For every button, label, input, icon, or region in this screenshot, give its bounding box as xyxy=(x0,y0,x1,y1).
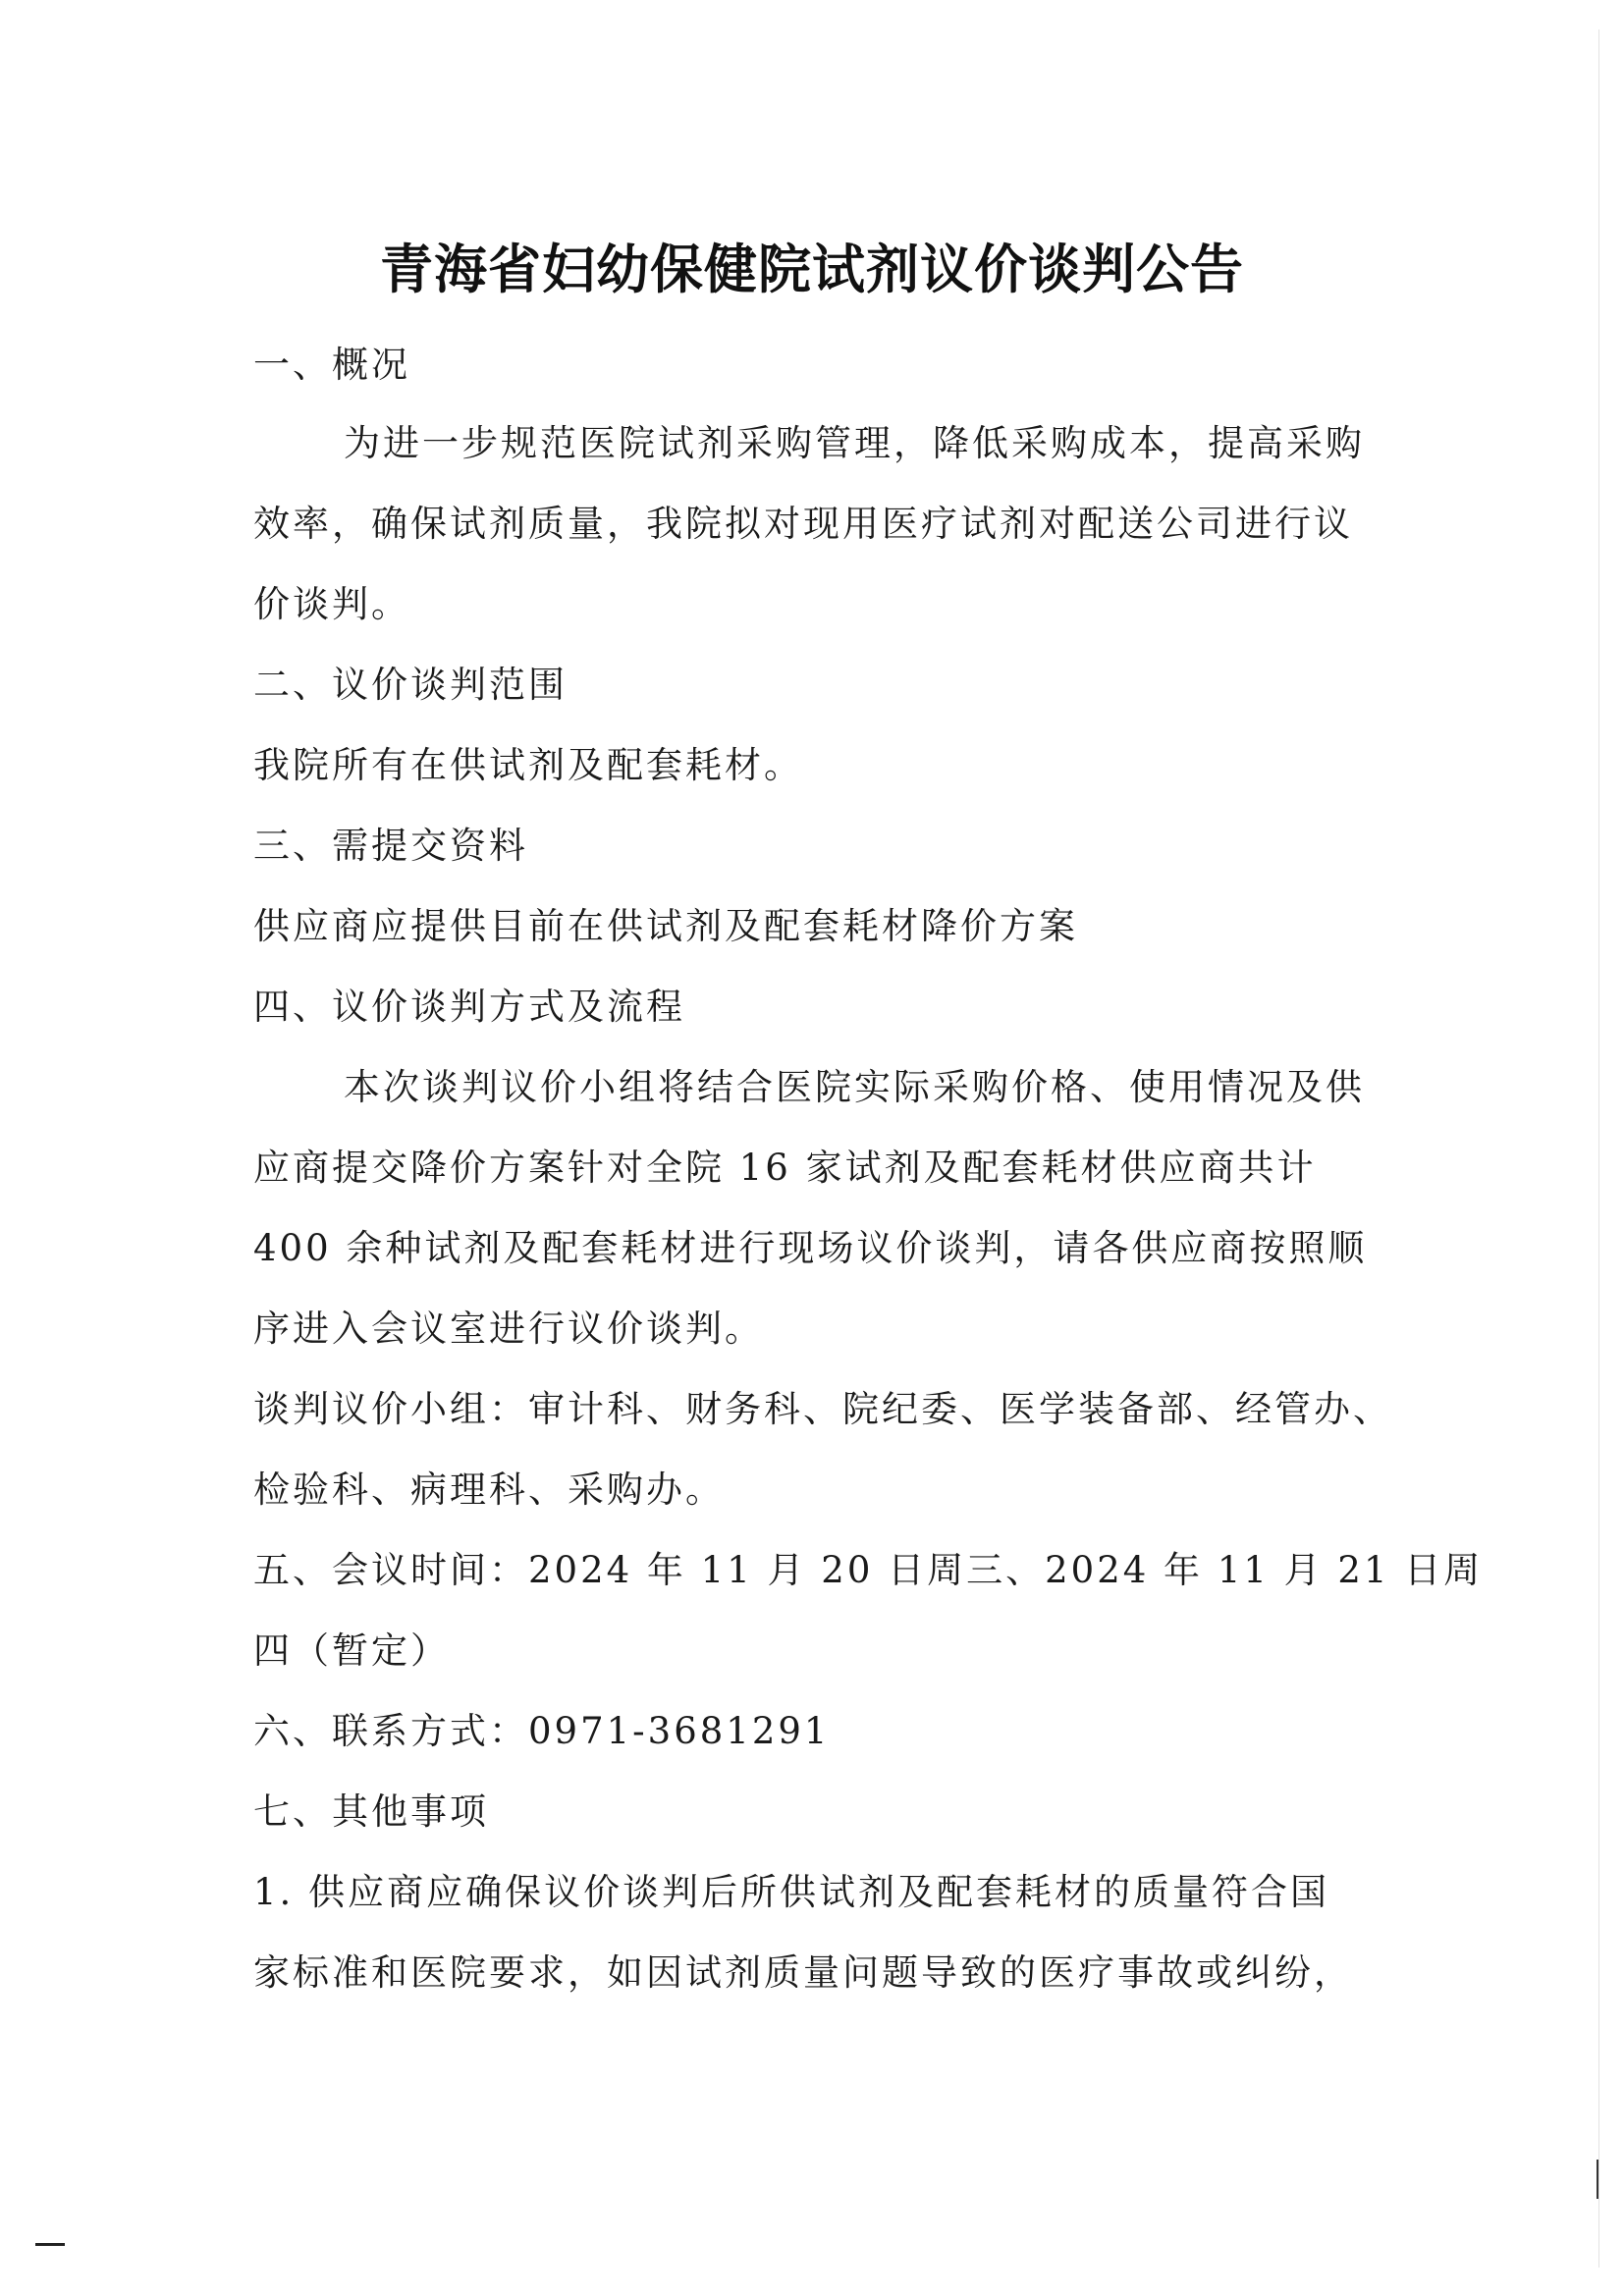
scan-mark xyxy=(1597,2160,1598,2199)
section-heading-scope: 二、议价谈判范围 xyxy=(253,664,568,706)
section-heading-contact: 六、联系方式：0971-3681291 xyxy=(253,1710,831,1752)
paragraph-line: 供应商应提供目前在供试剂及配套耗材降价方案 xyxy=(253,905,1078,947)
paragraph-line: 本次谈判议价小组将结合医院实际采购价格、使用情况及供 xyxy=(344,1066,1365,1108)
scan-mark xyxy=(35,2243,65,2246)
paragraph-line: 四（暂定） xyxy=(253,1629,450,1672)
paragraph-line: 为进一步规范医院试剂采购管理，降低采购成本，提高采购 xyxy=(344,422,1365,464)
section-heading-process: 四、议价谈判方式及流程 xyxy=(253,986,685,1028)
paragraph-line: 谈判议价小组：审计科、财务科、院纪委、医学装备部、经管办、 xyxy=(253,1388,1392,1430)
scan-edge xyxy=(1598,29,1599,2268)
paragraph-line: 400 余种试剂及配套耗材进行现场议价谈判，请各供应商按照顺 xyxy=(253,1227,1368,1269)
paragraph-line: 我院所有在供试剂及配套耗材。 xyxy=(253,744,803,786)
section-heading-other: 七、其他事项 xyxy=(253,1790,489,1833)
paragraph-line: 序进入会议室进行议价谈判。 xyxy=(253,1308,764,1350)
paragraph-line: 价谈判。 xyxy=(253,583,410,625)
paragraph-line: 检验科、病理科、采购办。 xyxy=(253,1468,725,1511)
paragraph-line: 应商提交降价方案针对全院 16 家试剂及配套耗材供应商共计 xyxy=(253,1147,1317,1189)
section-heading-overview: 一、概况 xyxy=(253,344,410,386)
paragraph-line: 1. 供应商应确保议价谈判后所供试剂及配套耗材的质量符合国 xyxy=(253,1871,1330,1913)
paragraph-line: 效率，确保试剂质量，我院拟对现用医疗试剂对配送公司进行议 xyxy=(253,503,1353,545)
section-heading-materials: 三、需提交资料 xyxy=(253,825,528,867)
section-heading-meeting-time: 五、会议时间：2024 年 11 月 20 日周三、2024 年 11 月 21 日周 xyxy=(253,1549,1484,1591)
document-title: 青海省妇幼保健院试剂议价谈判公告 xyxy=(380,239,1244,300)
paragraph-line: 家标准和医院要求，如因试剂质量问题导致的医疗事故或纠纷， xyxy=(253,1951,1353,1994)
